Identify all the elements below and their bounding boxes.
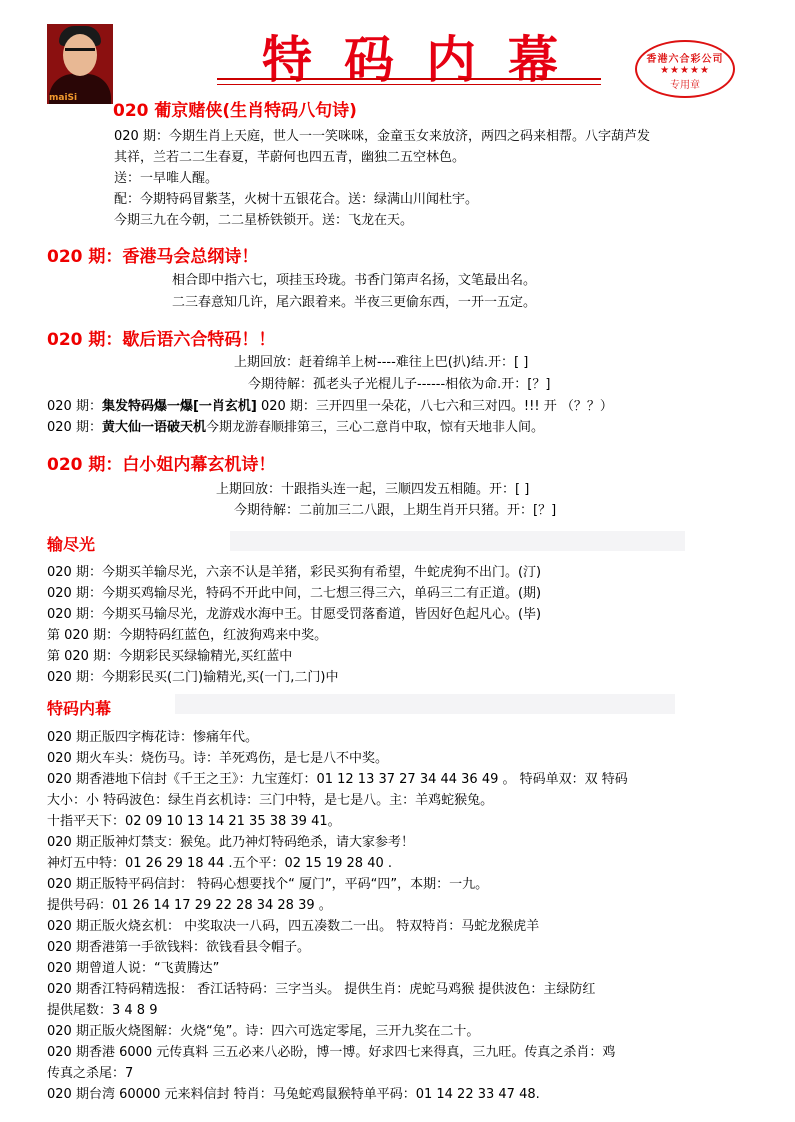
baixiaojie-last: 上期回放：十跟指头连一起，三顺四发五相随。开：[ ] xyxy=(216,482,530,497)
list-item: 020 期正版火烧玄机： 中奖取决一八码，四五凑数二一出。 特双特肖：马蛇龙猴虎羊 xyxy=(47,919,540,934)
shujinguang-line-4: 第 020 期：今期特码红蓝色，红波狗鸡来中奖。 xyxy=(47,628,328,643)
section-title-xiehouyu: 020 期：歇后语六合特码！！ xyxy=(47,330,276,350)
list-item: 020 期正版特平码信封： 特码心想要找个“ 厦门”，平码“四”，本期：一九。 xyxy=(47,877,489,892)
photo-brand: maiSi xyxy=(49,93,78,103)
huangdaxian-label: 黄大仙一语破天机 xyxy=(101,420,206,435)
list-item: 020 期正版火烧图解：火烧“兔”。诗：四六可选定零尾，三开九奖在二十。 xyxy=(47,1024,480,1039)
list-item: 十指平天下：02 09 10 13 14 21 35 38 39 41。 xyxy=(47,814,341,829)
pujing-line-3: 送：一早唯人醒。 xyxy=(114,171,219,186)
shujinguang-line-6: 020 期：今期彩民买(二门)输精光,买(一门,二门)中 xyxy=(47,670,339,685)
title-underline xyxy=(217,78,601,80)
page-title: 特码内幕 xyxy=(262,30,590,89)
list-item: 020 期台湾 60000 元来料信封 特肖：马兔蛇鸡鼠猴特单平码：01 14 22 33 47 48. xyxy=(47,1087,540,1102)
photo-glasses xyxy=(65,48,95,59)
temaneimu-list xyxy=(47,727,628,1105)
list-item: 传真之杀尾：7 xyxy=(47,1066,134,1081)
shujinguang-line-2: 020 期：今期买鸡输尽光，特码不开此中间，二七想三得三六，单码三二有正道。(期) xyxy=(47,586,542,601)
list-item: 020 期香江特码精选报： 香江话特码：三字当头。 提供生肖：虎蛇马鸡猴 提供波色：主绿防红 xyxy=(47,982,596,997)
list-item: 提供号码：01 26 14 17 29 22 28 34 28 39 。 xyxy=(47,898,332,913)
pujing-line-2: 其祥，兰若二二生春夏，芊蔚何也四五青，幽独二五空林色。 xyxy=(114,150,466,165)
section-title-temaneimu: 特码内幕 xyxy=(47,699,112,718)
list-item: 提供尾数：3 4 8 9 xyxy=(47,1003,158,1018)
shujinguang-line-5: 第 020 期：今期彩民买绿输精光,买红蓝中 xyxy=(47,649,293,664)
author-photo xyxy=(47,24,113,104)
list-item: 神灯五中特：01 26 29 18 44 .五个平：02 15 19 28 40 . xyxy=(47,856,393,871)
hk-poem-line-1: 相合即中指六七，项挂玉玲珑。书香门第声名扬，文笔最出名。 xyxy=(172,273,537,288)
section-band-temaneimu xyxy=(175,694,675,714)
pujing-line-1: 020 期：今期生肖上天庭，世人一一笑咪咪，金童玉女来放济，两四之码来相帮。八字葫芦发 xyxy=(114,129,650,144)
section-title-shujinguang: 输尽光 xyxy=(47,535,96,554)
huangdaxian-line xyxy=(47,419,544,437)
company-seal xyxy=(635,40,735,98)
seal-label: 专用章 xyxy=(670,80,700,91)
section-title-baixiaojie: 020 期：白小姐内幕玄机诗！ xyxy=(47,455,276,475)
seal-stars: ★★★★★ xyxy=(660,65,710,76)
list-item: 020 期正版四字梅花诗：惨痛年代。 xyxy=(47,730,258,745)
shujinguang-line-1: 020 期：今期买羊输尽光，六亲不认是羊猪，彩民买狗有希望，牛蛇虎狗不出门。(汀) xyxy=(47,565,542,580)
seal-company: 香港六合彩公司 xyxy=(646,54,724,65)
list-item: 020 期火车头：烧伤马。诗：羊死鸡伤，是七是八不中奖。 xyxy=(47,751,388,766)
hk-poem-line-2: 二三春意知几许，尾六跟着来。半夜三更偷东西，一开一五定。 xyxy=(172,295,537,310)
section-title-pujing: 020 葡京赌侠(生肖特码八句诗) xyxy=(113,101,357,121)
list-item: 020 期正版神灯禁支：猴兔。此乃神灯特码绝杀，请大家参考！ xyxy=(47,835,414,850)
jifa-text: 020 期：三开四里一朵花，八七六和三对四。!!! 开 （？？） xyxy=(256,399,613,414)
jifa-label: 集发特码爆一爆[一肖玄机] xyxy=(101,399,257,414)
jifa-period: 020 期： xyxy=(47,399,102,414)
pujing-line-4: 配：今期特码冒紫茎，火树十五银花合。送：绿满山川闻杜宇。 xyxy=(114,192,479,207)
jifa-line xyxy=(47,398,613,416)
list-item: 020 期曾道人说：“飞黄腾达” xyxy=(47,961,220,976)
title-underline-thin xyxy=(217,84,601,85)
xiehouyu-current: 今期待解：孤老头子光棍儿子------相依为命.开：[？] xyxy=(248,377,551,392)
section-title-hk-jockey: 020 期：香港马会总纲诗！ xyxy=(47,247,259,267)
huangdaxian-text: 今期龙游春顺排第三，三心二意肖中取，惊有天地非人间。 xyxy=(205,420,544,435)
list-item: 020 期香港 6000 元传真料 三五必来八必盼，博一博。好求四七来得真，三九旺。传真之杀肖：鸡 xyxy=(47,1045,616,1060)
baixiaojie-current: 今期待解：二前加三二八跟，上期生肖开只猪。开：[？] xyxy=(234,503,557,518)
section-band-shujinguang xyxy=(230,531,685,551)
list-item: 大小：小 特码波色：绿生肖玄机诗：三门中特，是七是八。主：羊鸡蛇猴兔。 xyxy=(47,793,494,808)
huangdaxian-period: 020 期： xyxy=(47,420,102,435)
list-item: 020 期香港第一手欲钱料：欲钱看县令帽子。 xyxy=(47,940,310,955)
xiehouyu-last: 上期回放：赶着绵羊上树----难往上巴(扒)结.开：[ ] xyxy=(234,355,529,370)
list-item: 020 期香港地下信封《千王之王》：九宝莲灯：01 12 13 37 27 34 44 36 49 。 特码单双：双 特码 xyxy=(47,772,628,787)
shujinguang-line-3: 020 期：今期买马输尽光，龙游戏水海中王。甘愿受罚落畜道，皆因好色起凡心。(毕) xyxy=(47,607,542,622)
pujing-line-5: 今期三九在今朝，二二星桥铁锁开。送：飞龙在天。 xyxy=(114,213,414,228)
